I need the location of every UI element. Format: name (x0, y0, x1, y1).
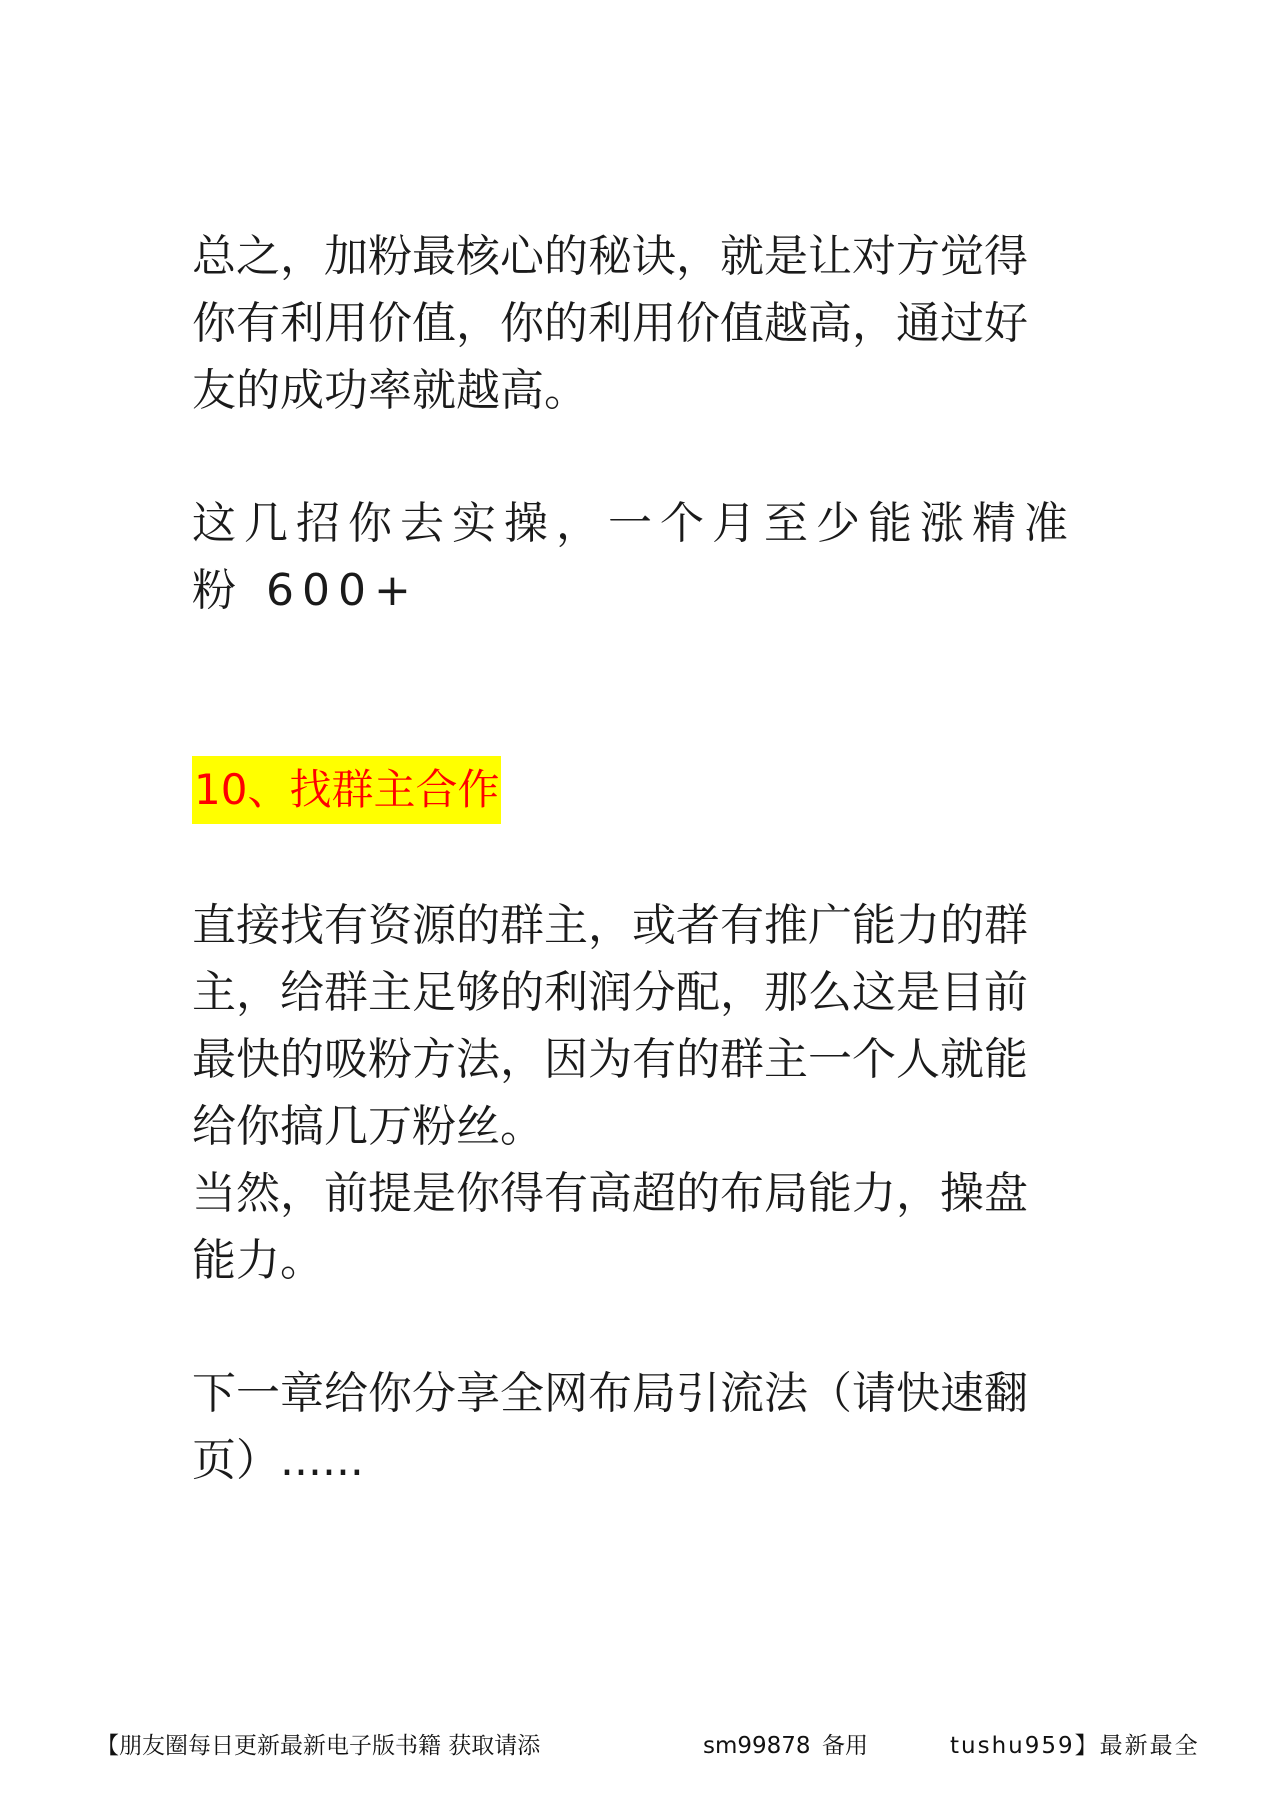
text-line: 这几招你去实操，一个月至少能涨精准 (192, 498, 1076, 549)
footer-text-backup: 备用 (822, 1733, 868, 1759)
paragraph-group-owner (192, 892, 1092, 1294)
footer-text-id: sm99878 (703, 1733, 811, 1759)
text-line: 粉 600+ (192, 565, 419, 616)
text-line: 主，给群主足够的利润分配，那么这是目前 (192, 967, 1028, 1018)
text-line: 最快的吸粉方法，因为有的群主一个人就能 (192, 1034, 1028, 1085)
page-footer (0, 1726, 1273, 1766)
text-line: 给你搞几万粉丝。 (192, 1101, 544, 1152)
paragraph-conclusion (192, 223, 1092, 424)
text-line: 当然，前提是你得有高超的布局能力，操盘 (192, 1168, 1028, 1219)
text-line: 你有利用价值，你的利用价值越高，通过好 (192, 298, 1028, 349)
text-line: 能力。 (192, 1235, 324, 1286)
text-line: 下一章给你分享全网布局引流法（请快速翻 (192, 1368, 1028, 1419)
footer-text-backup-id: tushu959】最新最全 (950, 1733, 1200, 1759)
footer-text-promo: 【朋友圈每日更新最新电子版书籍 获取请添 (96, 1733, 541, 1759)
text-line: 直接找有资源的群主，或者有推广能力的群 (192, 900, 1028, 951)
text-line: 总之，加粉最核心的秘诀，就是让对方觉得 (192, 231, 1028, 282)
section-heading-highlighted: 10、找群主合作 (192, 756, 501, 824)
text-line: 友的成功率就越高。 (192, 365, 588, 416)
paragraph-practice (192, 490, 1092, 624)
text-line: 页）...... (192, 1435, 364, 1486)
paragraph-next-chapter (192, 1360, 1092, 1494)
